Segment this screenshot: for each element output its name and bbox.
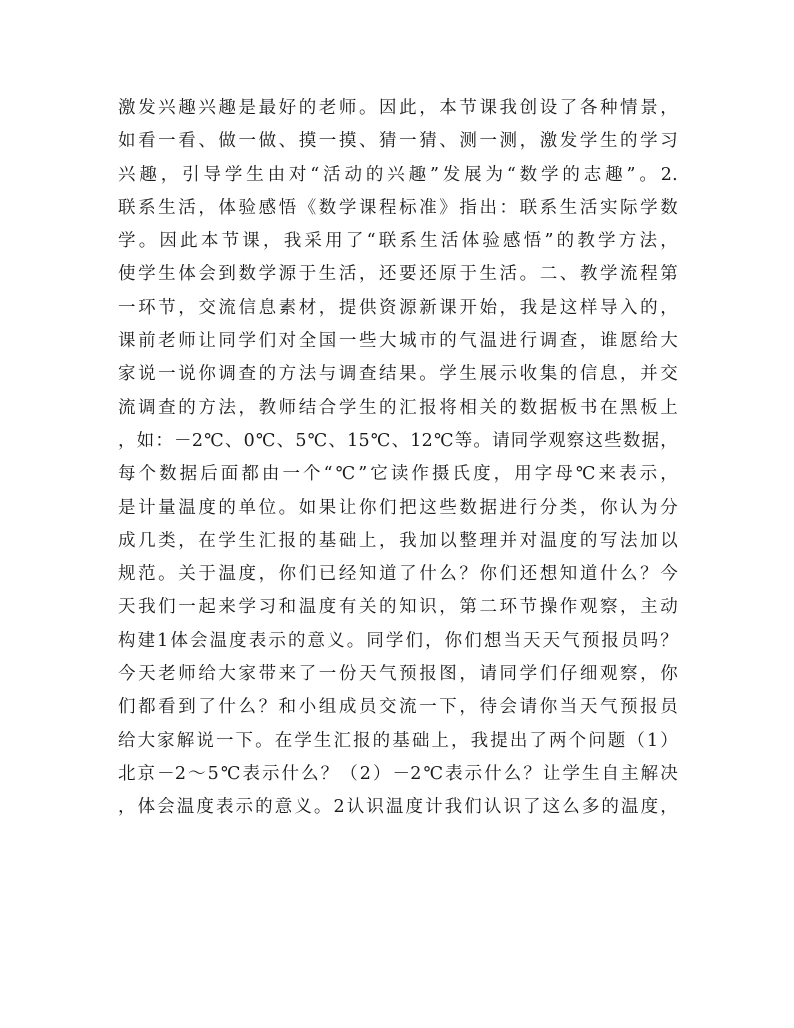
body-text <box>118 92 678 825</box>
text-line: 一环节，交流信息素材，提供资源新课开始，我是这样导入的， <box>118 297 678 318</box>
text-line: 天我们一起来学习和温度有关的知识，第二环节操作观察，主动 <box>118 597 678 618</box>
text-line: 联系生活，体验感悟《数学课程标准》指出：联系生活实际学数 <box>118 197 678 218</box>
text-line: 使学生体会到数学源于生活，还要还原于生活。二、教学流程第 <box>118 264 678 285</box>
text-line: 规范。关于温度，你们已经知道了什么？你们还想知道什么？今 <box>118 564 678 585</box>
text-line: 兴趣，引导学生由对“活动的兴趣”发展为“数学的志趣”。2. <box>118 164 678 185</box>
text-line: 家说一说你调查的方法与调查结果。学生展示收集的信息，并交 <box>118 364 678 385</box>
text-line: 北京－2～5℃表示什么？（2）－2℃表示什么？让学生自主解决 <box>118 763 678 784</box>
text-line: 构建1体会温度表示的意义。同学们，你们想当天天气预报员吗？ <box>118 630 678 651</box>
text-line: ，如：－2℃、0℃、5℃、15℃、12℃等。请同学观察这些数据， <box>118 430 678 451</box>
text-line: 是计量温度的单位。如果让你们把这些数据进行分类，你认为分 <box>118 497 678 518</box>
text-line: 如看一看、做一做、摸一摸、猜一猜、测一测，激发学生的学习 <box>118 131 678 152</box>
text-line: 激发兴趣兴趣是最好的老师。因此，本节课我创设了各种情景， <box>118 98 678 118</box>
text-line: 学。因此本节课，我采用了“联系生活体验感悟”的教学方法， <box>118 231 678 252</box>
text-line: 流调查的方法，教师结合学生的汇报将相关的数据板书在黑板上 <box>118 397 678 418</box>
text-line: 课前老师让同学们对全国一些大城市的气温进行调查，谁愿给大 <box>118 331 678 352</box>
text-line: ，体会温度表示的意义。2认识温度计我们认识了这么多的温度， <box>118 797 678 818</box>
text-line: 每个数据后面都由一个“℃”它读作摄氏度，用字母℃来表示， <box>118 464 678 485</box>
text-line: 们都看到了什么？和小组成员交流一下，待会请你当天气预报员 <box>118 697 678 718</box>
text-line: 给大家解说一下。在学生汇报的基础上，我提出了两个问题（1） <box>118 730 678 751</box>
text-line: 成几类，在学生汇报的基础上，我加以整理并对温度的写法加以 <box>118 530 678 551</box>
text-line: 今天老师给大家带来了一份天气预报图，请同学们仔细观察，你 <box>118 664 678 685</box>
